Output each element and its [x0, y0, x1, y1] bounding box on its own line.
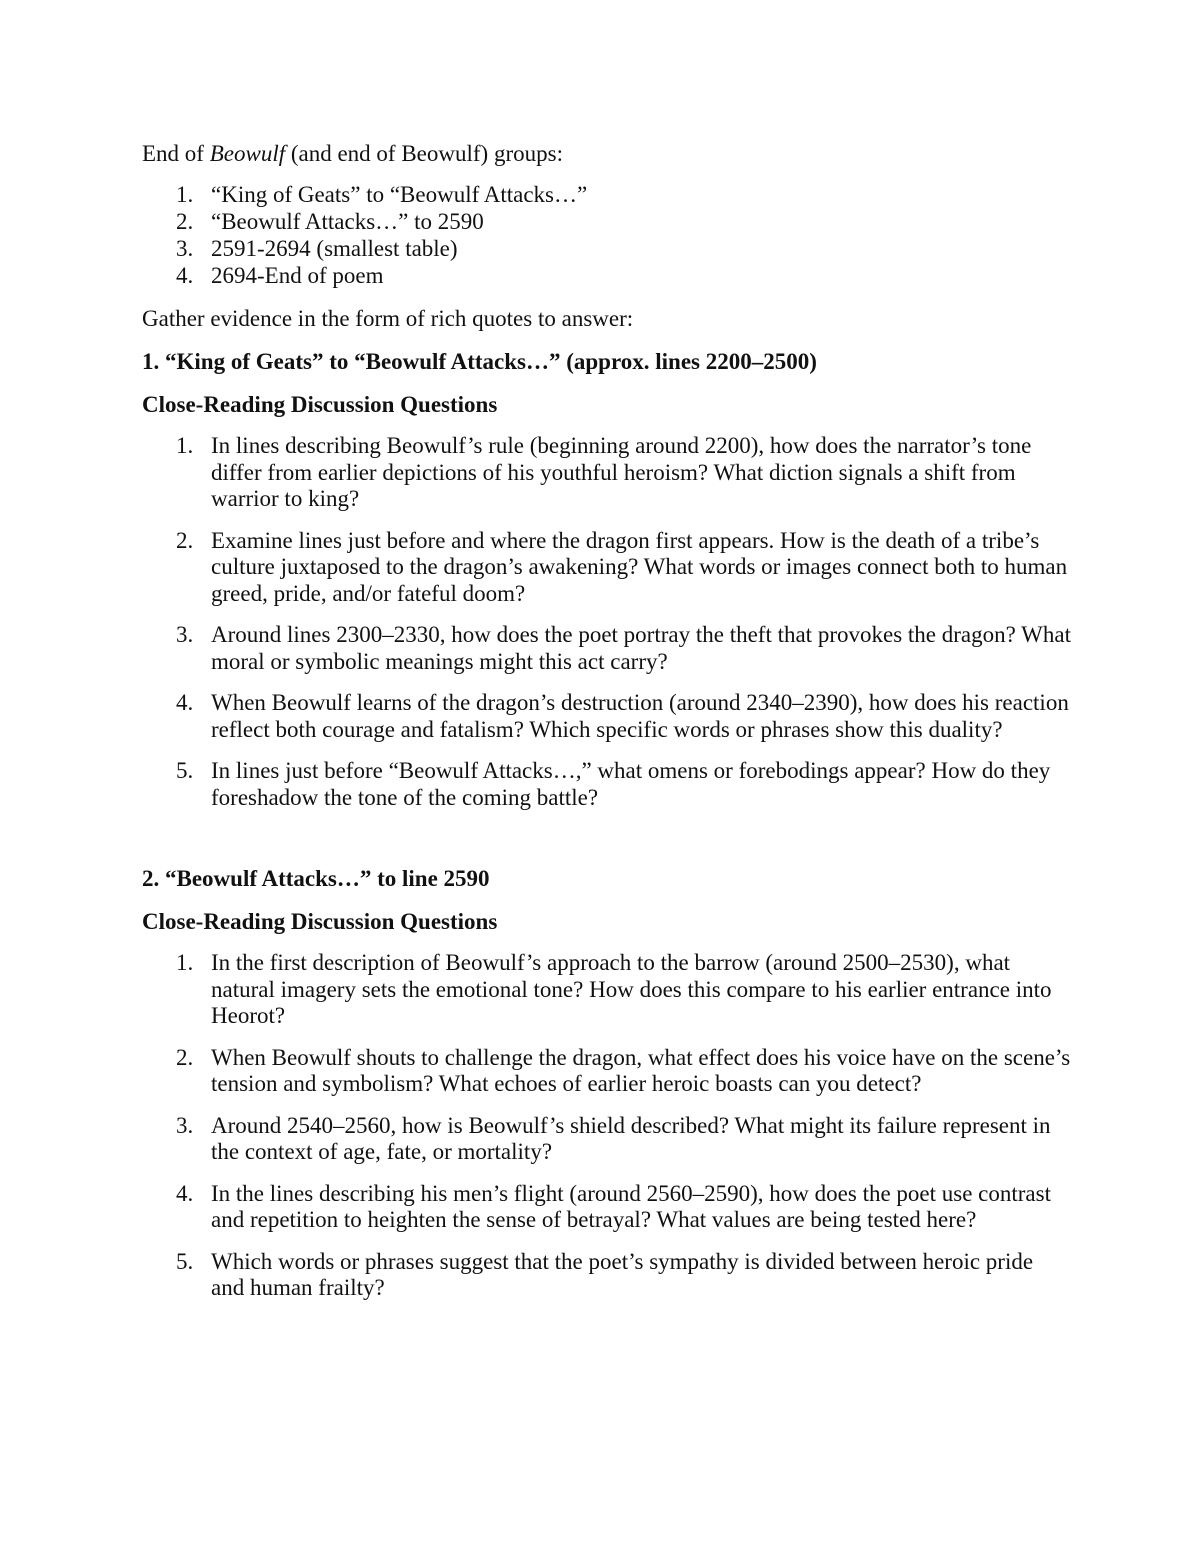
list-number: 2. — [176, 209, 194, 234]
question-number: 1. — [176, 433, 194, 458]
question-item — [142, 622, 1072, 675]
question-item — [142, 690, 1072, 743]
gather-instruction: Gather evidence in the form of rich quotes to answer: — [142, 306, 634, 331]
list-number: 1. — [176, 182, 194, 207]
question-text: In the lines describing his men’s flight (around 2560–2590), how does the poet use contrast and repetition to heighten the sense of betrayal? What values are being tested here? — [211, 1180, 1051, 1232]
section-heading: 1. “King of Geats” to “Beowulf Attacks…” (approx. lines 2200–2500) — [142, 349, 817, 374]
section-subheading: Close-Reading Discussion Questions — [142, 392, 498, 417]
intro-title: Beowulf — [209, 141, 286, 166]
list-text: “Beowulf Attacks…” to 2590 — [211, 209, 484, 234]
question-item — [142, 1181, 1072, 1234]
list-number: 4. — [176, 263, 194, 288]
question-text: When Beowulf learns of the dragon’s destruction (around 2340–2390), how does his reaction reflect both courage and fatalism? Which specific words or phrases show this duality? — [211, 690, 1069, 742]
question-number: 2. — [176, 527, 194, 553]
question-text: Which words or phrases suggest that the poet’s sympathy is divided between heroic pride and human frailty? — [211, 1248, 1034, 1300]
question-text: Around 2540–2560, how is Beowulf’s shield described? What might its failure represent in the context of age, fate, or mortality? — [211, 1112, 1051, 1164]
question-item — [142, 758, 1072, 811]
question-number: 4. — [176, 1180, 194, 1206]
list-number: 3. — [176, 236, 194, 261]
question-list — [142, 433, 1072, 811]
list-item — [142, 181, 1072, 208]
question-number: 5. — [176, 1248, 194, 1274]
list-item — [142, 208, 1072, 235]
list-item — [142, 262, 1072, 289]
question-item — [142, 433, 1072, 513]
question-text: When Beowulf shouts to challenge the dragon, what effect does his voice have on the scene’s tension and symbolism? What echoes of earlier heroic boasts can you detect? — [211, 1044, 1071, 1096]
question-number: 1. — [176, 950, 194, 975]
question-text: Around lines 2300–2330, how does the poet portray the theft that provokes the dragon? What moral or symbolic meanings might this act carry? — [211, 622, 1071, 674]
question-number: 4. — [176, 690, 194, 715]
question-item — [142, 1045, 1072, 1098]
list-text: 2591-2694 (smallest table) — [211, 236, 458, 261]
question-number: 3. — [176, 622, 194, 647]
groups-list — [142, 181, 1072, 289]
question-number: 5. — [176, 758, 194, 783]
question-list — [142, 950, 1072, 1302]
question-text: Examine lines just before and where the dragon first appears. How is the death of a tribe’s culture juxtaposed to the dragon’s awakening? What words or images connect both to human greed, pride, and/or fateful doom? — [211, 527, 1068, 606]
list-text: 2694-End of poem — [211, 263, 384, 288]
intro-prefix: End of — [142, 141, 210, 166]
document-page — [142, 140, 1072, 1317]
list-item — [142, 235, 1072, 262]
question-text: In lines describing Beowulf’s rule (beginning around 2200), how does the narrator’s tone differ from earlier depictions of his youthful heroism? What diction signals a shift from warrior to king? — [211, 433, 1032, 511]
intro-suffix: (and end of Beowulf) groups: — [285, 141, 563, 166]
question-item — [142, 950, 1072, 1030]
list-text: “King of Geats” to “Beowulf Attacks…” — [211, 182, 588, 207]
question-number: 3. — [176, 1112, 194, 1138]
intro-line — [142, 140, 1072, 167]
section-heading: 2. “Beowulf Attacks…” to line 2590 — [142, 866, 490, 891]
question-text: In lines just before “Beowulf Attacks…,” what omens or forebodings appear? How do they foreshadow the tone of the coming battle? — [211, 758, 1051, 810]
question-item — [142, 1249, 1072, 1302]
section-subheading: Close-Reading Discussion Questions — [142, 909, 498, 934]
question-item — [142, 1113, 1072, 1166]
section-2 — [142, 865, 1072, 1302]
section-1 — [142, 348, 1072, 811]
question-number: 2. — [176, 1044, 194, 1070]
question-text: In the first description of Beowulf’s approach to the barrow (around 2500–2530), what natural imagery sets the emotional tone? How does this compare to his earlier entrance into Heorot? — [211, 950, 1052, 1028]
question-item — [142, 528, 1072, 608]
